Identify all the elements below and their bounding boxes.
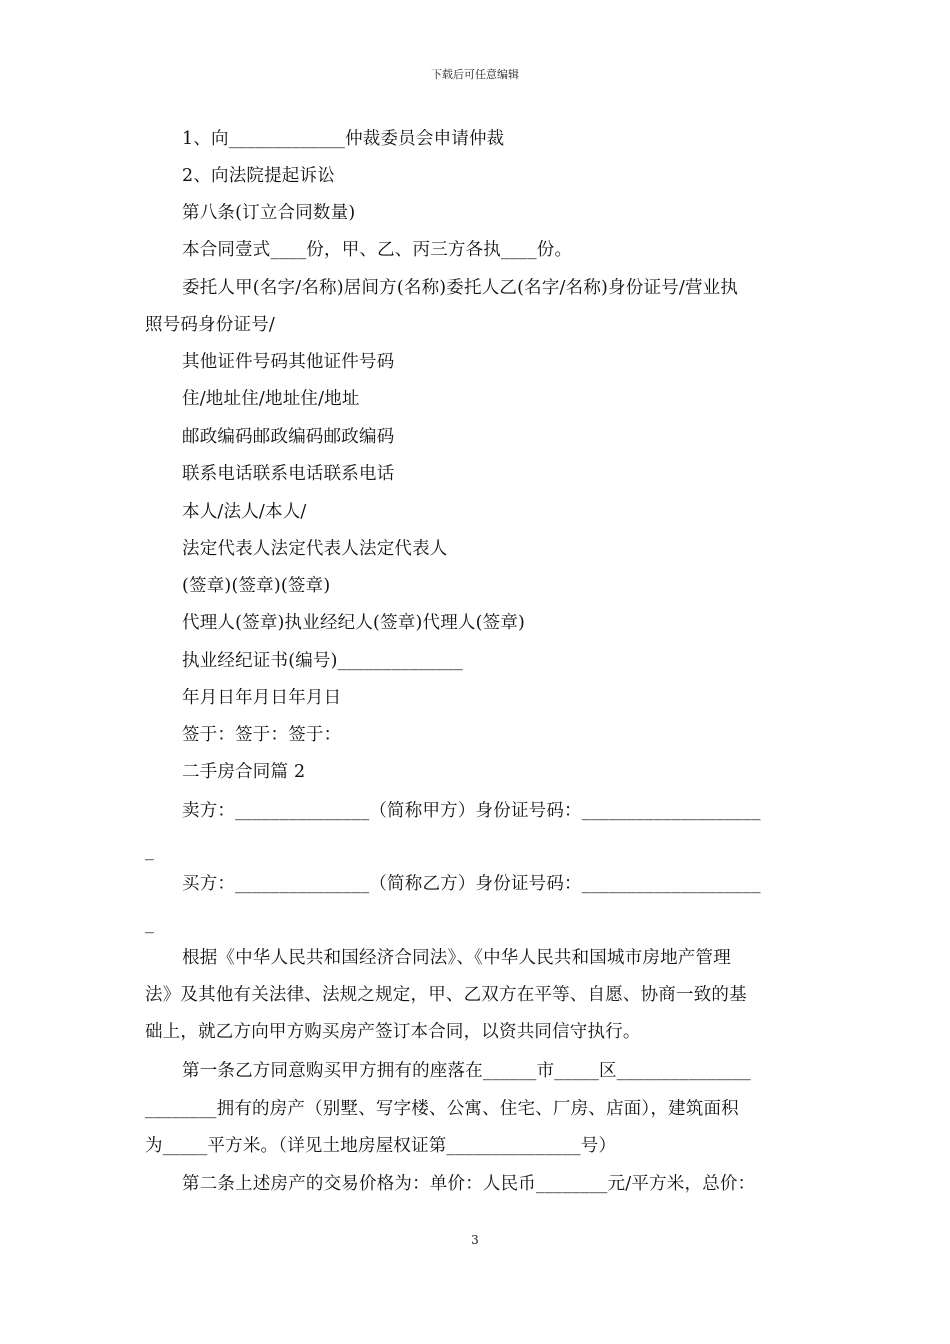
text-line: 础上，就乙方向甲方购买房产签订本合同，以资共同信守执行。 — [145, 1022, 641, 1042]
text-line: 2、向法院提起诉讼 — [182, 166, 335, 186]
text-line: 根据《中华人民共和国经济合同法》、《中华人民共和国城市房地产管理 — [182, 948, 731, 968]
text-line: 代理人(签章)执业经纪人(签章)代理人(签章) — [182, 613, 526, 633]
text-line: 法》及其他有关法律、法规之规定，甲、乙双方在平等、自愿、协商一致的基 — [145, 985, 747, 1005]
text-line: (签章)(签章)(签章) — [182, 576, 331, 596]
text-line: 本人/法人/本人/ — [182, 502, 307, 522]
text-line: 法定代表人法定代表人法定代表人 — [182, 539, 448, 559]
text-line: 其他证件号码其他证件号码 — [182, 352, 395, 372]
text-line: 年月日年月日年月日 — [182, 688, 342, 708]
text-line: 照号码身份证号/ — [145, 315, 275, 335]
page-header: 下载后可任意编辑 — [431, 68, 519, 81]
text-line: 1、向_____________仲裁委员会申请仲裁 — [182, 129, 505, 149]
text-line: 第二条上述房产的交易价格为：单价：人民币________元/平方米，总价： — [182, 1174, 756, 1194]
text-line: _ — [145, 914, 154, 934]
text-line: 签于：签于：签于： — [182, 725, 342, 745]
text-line: 执业经纪证书(编号)______________ — [182, 651, 463, 671]
text-line: ________拥有的房产（别墅、写字楼、公寓、住宅、厂房、店面），建筑面积 — [145, 1099, 739, 1119]
buyer-line: 买方：_______________（简称乙方）身份证号码：____________________ — [182, 874, 761, 894]
seller-line: 卖方：_______________（简称甲方）身份证号码：____________________ — [182, 801, 761, 821]
text-line: 联系电话联系电话联系电话 — [182, 464, 395, 484]
page-number: 3 — [471, 1233, 479, 1247]
text-line: 邮政编码邮政编码邮政编码 — [182, 427, 395, 447]
text-line: _ — [145, 841, 154, 861]
text-line: 委托人甲(名字/名称)居间方(名称)委托人乙(名字/名称)身份证号/营业执 — [182, 278, 739, 298]
text-line: 第八条(订立合同数量) — [182, 203, 356, 223]
text-line: 为_____平方米。（详见土地房屋权证第_______________号） — [145, 1136, 617, 1156]
text-line: 住/地址住/地址住/地址 — [182, 389, 360, 409]
text-line: 第一条乙方同意购买甲方拥有的座落在______市_____区_______________ — [182, 1061, 751, 1081]
section-title: 二手房合同篇 2 — [182, 762, 306, 782]
text-line: 本合同壹式____份，甲、乙、丙三方各执____份。 — [182, 240, 573, 260]
